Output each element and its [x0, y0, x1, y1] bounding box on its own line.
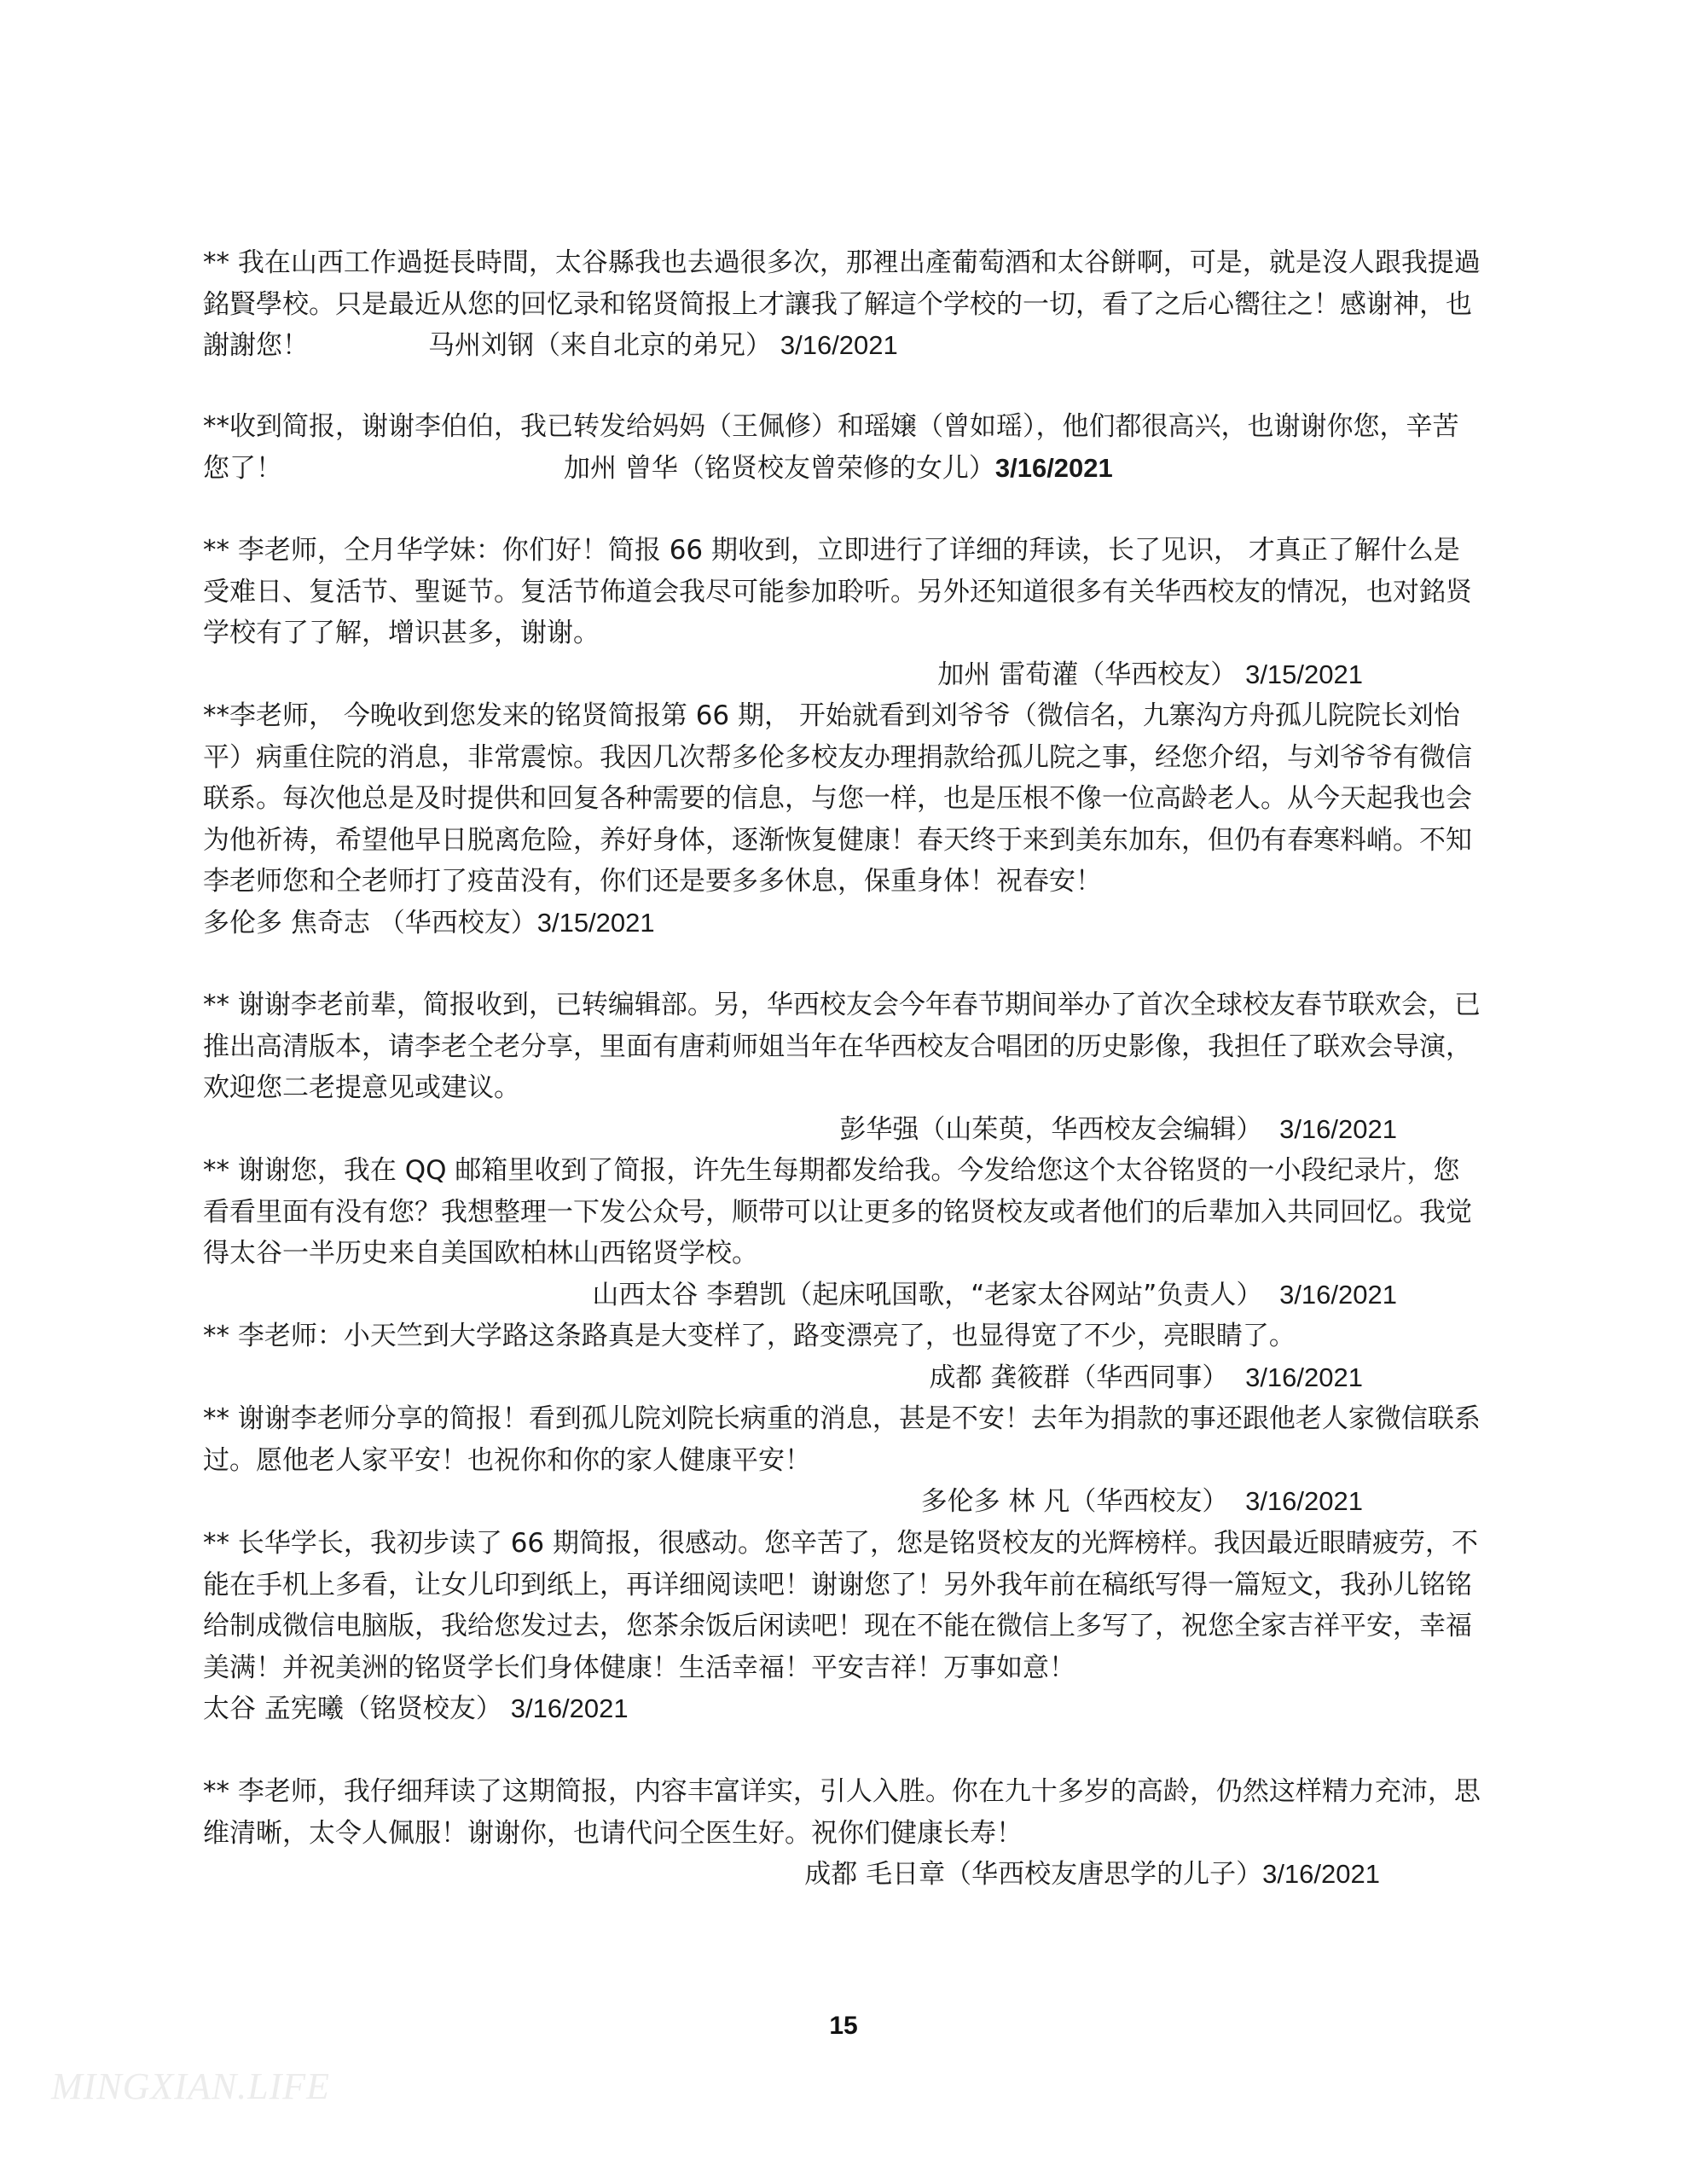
- letter-text: ** 谢谢李老师分享的简报！看到孤儿院刘院长病重的消息，甚是不安！去年为捐款的事还跟他老人家微信联系过。愿他老人家平安！也祝你和你的家人健康平安！: [203, 1403, 1481, 1476]
- letter-signature: 马州刘钢（来自北京的弟兄）: [428, 330, 772, 361]
- reader-letter: [203, 406, 1482, 489]
- letter-signature: 多伦多 林 凡（华西校友）: [920, 1486, 1229, 1517]
- letter-text: ** 谢谢李老前辈，简报收到，已转编辑部。另，华西校友会今年春节期间举办了首次全球校友春节联欢会，已推出高清版本，请李老仝老分享，里面有唐莉师姐当年在华西校友合唱团的历史影像，我担任了联欢会导演，欢迎您二老提意见或建议。: [203, 990, 1481, 1103]
- letter-signature: 加州 曾华（铭贤校友曾荣修的女儿）: [564, 452, 995, 484]
- letter-text: ** 李老师，我仔细拜读了这期简报，内容丰富详实，引人入胜。你在九十多岁的高龄，仍然这样精力充沛，思维清晰，太令人佩服！谢谢你，也请代问仝医生好。祝你们健康长寿！: [203, 1776, 1481, 1849]
- reader-letter: [203, 242, 1482, 367]
- letter-text: ** 我在山西工作過挺長時間，太谷縣我也去過很多次，那裡出產葡萄酒和太谷餅啊，可是，就是沒人跟我提過銘賢學校。只是最近从您的回忆录和铭贤简报上才讓我了解這个学校的一切，看了之后心嚮往之！感谢神，也謝謝您！: [203, 247, 1481, 361]
- letter-signature: 多伦多 焦奇志 （华西校友）: [203, 907, 537, 938]
- reader-letter: [203, 1771, 1482, 1896]
- letter-signature: 成都 毛日章（华西校友唐思学的儿子）: [804, 1859, 1263, 1890]
- reader-letter: [203, 1398, 1482, 1523]
- letter-text: ** 长华学长，我初步读了 66 期简报，很感动。您辛苦了，您是铭贤校友的光辉榜样。我因最近眼睛疲劳，不能在手机上多看，让女儿印到纸上，再详细阅读吧！谢谢您了！另外我年前在稿纸写得一篇短文，我孙儿铭铭给制成微信电脑版，我给您发过去，您茶余饭后闲读吧！现在不能在微信上多写了，祝您全家吉祥平安，幸福美满！并祝美洲的铭贤学长们身体健康！生活幸福！平安吉祥！万事如意！: [203, 1528, 1479, 1683]
- page-number: 15: [829, 2012, 858, 2040]
- letter-date: 3/16/2021: [1245, 1362, 1363, 1392]
- letter-date: 3/16/2021: [510, 1693, 629, 1723]
- watermark: MINGXIAN.LIFE: [51, 2065, 331, 2107]
- reader-letter: [203, 1523, 1482, 1730]
- letters-section: [203, 242, 1482, 1896]
- letter-text: **收到简报，谢谢李伯伯，我已转发给妈妈（王佩修）和瑶嬢（曾如瑶），他们都很高兴，也谢谢你您，辛苦您了！: [203, 411, 1459, 484]
- letter-signature: 彭华强（山茱萸，华西校友会编辑）: [839, 1113, 1263, 1145]
- reader-letter: [203, 1150, 1482, 1316]
- letter-text: **李老师， 今晚收到您发来的铭贤简报第 66 期， 开始就看到刘爷爷（微信名，九寨沟方舟孤儿院院长刘怡平）病重住院的消息，非常震惊。我因几次帮多伦多校友办理捐款给孤儿院之事，经您介绍，与刘爷爷有微信联系。每次他总是及时提供和回复各种需要的信息，与您一样，也是压根不像一位高龄老人。从今天起我也会为他祈祷，希望他早日脱离危险，养好身体，逐渐恢复健康！春天终于来到美东加东，但仍有春寒料峭。不知李老师您和仝老师打了疫苗没有，你们还是要多多休息，保重身体！祝春安！: [203, 700, 1472, 897]
- letter-date: 3/15/2021: [536, 907, 655, 938]
- letter-date: 3/16/2021: [1245, 1486, 1363, 1516]
- letter-date: 3/16/2021: [1279, 1279, 1397, 1310]
- letter-date: 3/16/2021: [780, 330, 898, 360]
- letter-date: 3/16/2021: [1279, 1113, 1397, 1144]
- letter-signature: 加州 雷荀灌（华西校友）: [937, 659, 1238, 690]
- letter-signature: 太谷 孟宪曦（铭贤校友）: [203, 1693, 502, 1724]
- letter-text: ** 谢谢您，我在 QQ 邮箱里收到了简报，许先生每期都发给我。今发给您这个太谷铭贤的一小段纪录片，您看看里面有没有您？我想整理一下发公众号，顺带可以让更多的铭贤校友或者他们的后辈加入共同回忆。我觉得太谷一半历史来自美国欧柏林山西铭贤学校。: [203, 1155, 1472, 1269]
- reader-letter: [203, 985, 1482, 1150]
- letter-date: 3/16/2021: [1262, 1859, 1380, 1889]
- reader-letter: [203, 1316, 1482, 1398]
- letter-text: ** 李老师，仝月华学妹：你们好！简报 66 期收到，立即进行了详细的拜读，长了见识， 才真正了解什么是受难日、复活节、聖诞节。复活节佈道会我尽可能参加聆听。另外还知道很多有关华西校友的情况，也对銘贤学校有了了解，增识甚多，谢谢。: [203, 535, 1472, 648]
- letter-date: 3/16/2021: [994, 452, 1113, 483]
- letter-date: 3/15/2021: [1245, 659, 1363, 689]
- letter-signature: 山西太谷 李碧凯（起床吼国歌，“老家太谷网站”负责人）: [592, 1279, 1263, 1310]
- reader-letter: [203, 530, 1482, 695]
- letter-signature: 成都 龚筱群（华西同事）: [929, 1362, 1229, 1393]
- letter-text: ** 李老师：小天竺到大学路这条路真是大变样了，路变漂亮了，也显得宽了不少，亮眼睛了。: [203, 1321, 1296, 1351]
- reader-letter: [203, 695, 1482, 944]
